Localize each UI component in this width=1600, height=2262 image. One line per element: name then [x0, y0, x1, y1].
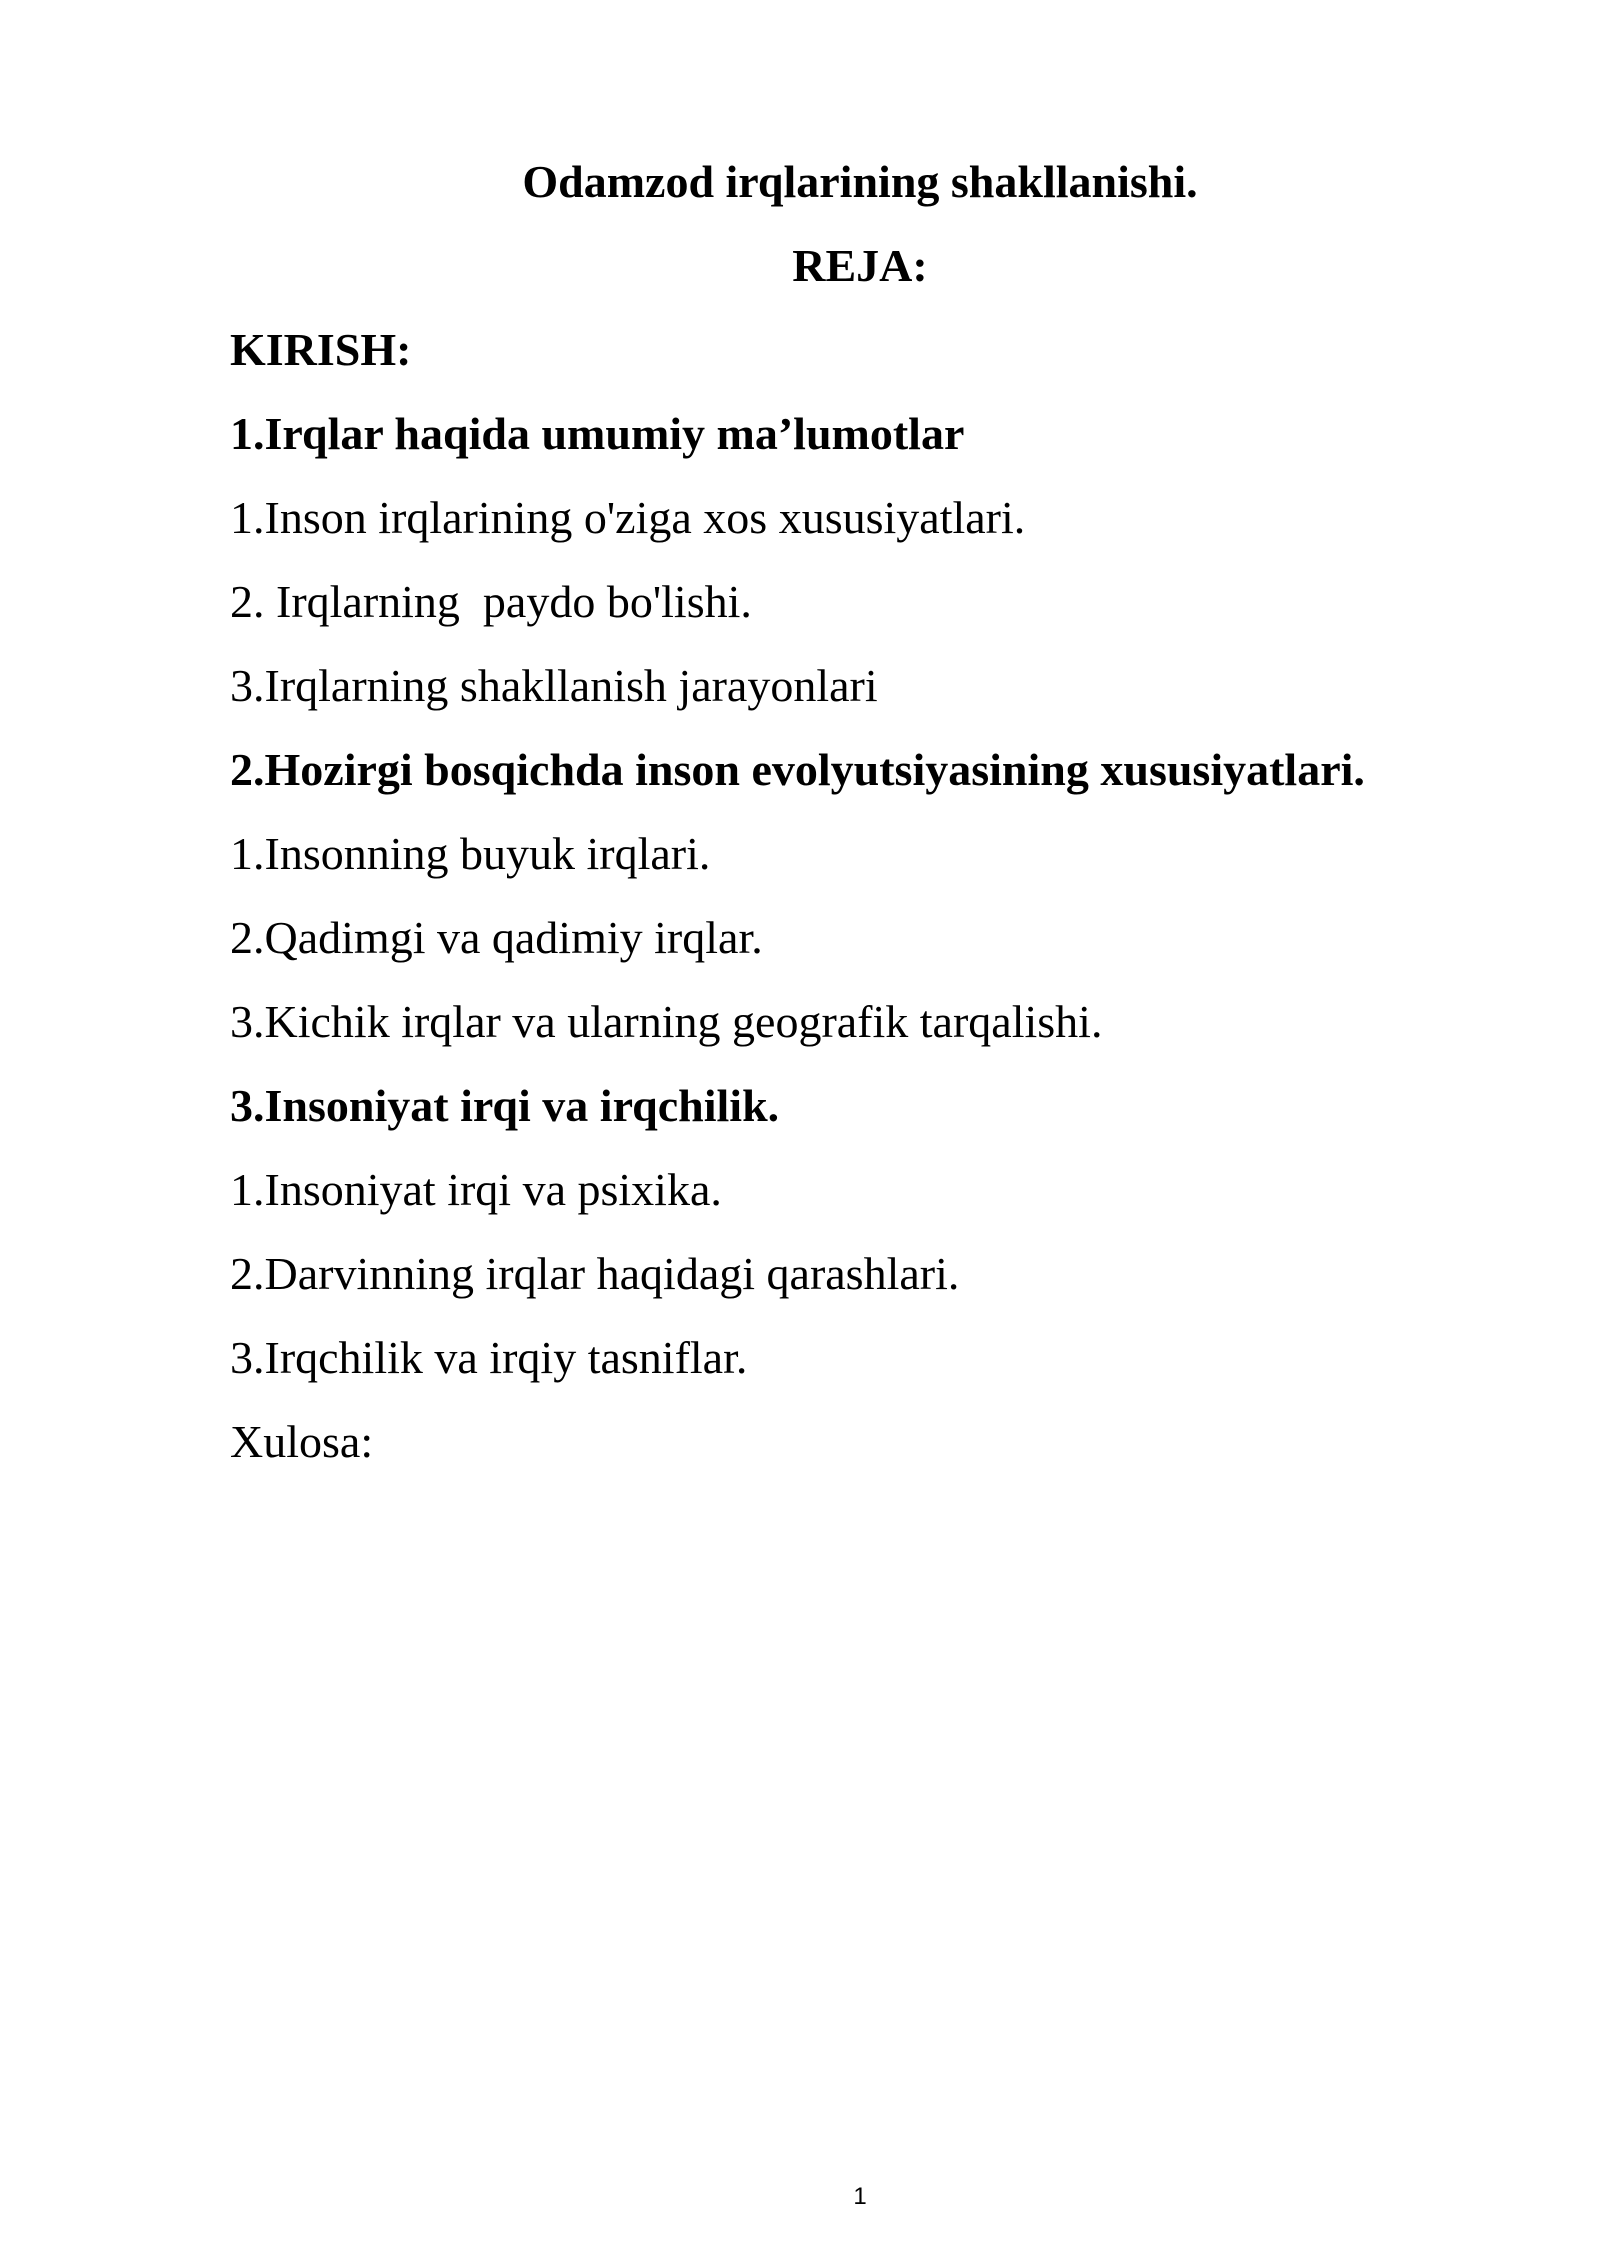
- section-3-item-2: 2.Darvinning irqlar haqidagi qarashlari.: [230, 1248, 960, 1299]
- section-1-item-1: 1.Inson irqlarining o'ziga xos xususiyatlari.: [230, 492, 1026, 543]
- page-number: 1: [853, 2183, 867, 2210]
- section-3-heading: 3.Insoniyat irqi va irqchilik.: [230, 1080, 780, 1131]
- section-2-item-2: 2.Qadimgi va qadimiy irqlar.: [230, 912, 763, 963]
- section-2-heading: 2.Hozirgi bosqichda inson evolyutsiyasining xususiyatlari.: [230, 744, 1365, 795]
- section-3-item-3: 3.Irqchilik va irqiy tasniflar.: [230, 1332, 748, 1383]
- section-1-item-2: 2. Irqlarning paydo bo'lishi.: [230, 576, 752, 627]
- conclusion-heading: Xulosa:: [230, 1416, 374, 1467]
- plan-heading: REJA:: [792, 240, 928, 291]
- document-title: Odamzod irqlarining shakllanishi.: [522, 156, 1198, 207]
- section-2-item-3: 3.Kichik irqlar va ularning geografik tarqalishi.: [230, 996, 1103, 1047]
- section-1-item-3: 3.Irqlarning shakllanish jarayonlari: [230, 660, 878, 711]
- section-1-heading: 1.Irqlar haqida umumiy ma’lumotlar: [230, 408, 965, 459]
- intro-heading: KIRISH:: [230, 324, 412, 375]
- section-3-item-1: 1.Insoniyat irqi va psixika.: [230, 1164, 722, 1215]
- section-2-item-1: 1.Insonning buyuk irqlari.: [230, 828, 711, 879]
